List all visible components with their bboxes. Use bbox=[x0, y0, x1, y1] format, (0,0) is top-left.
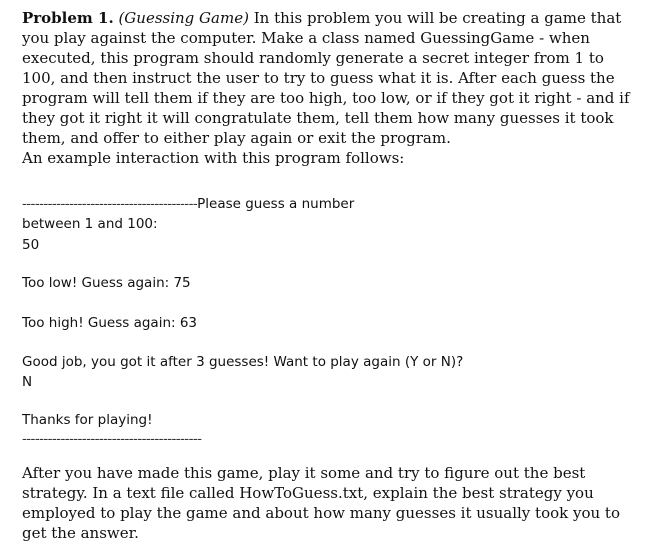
problem-heading: Problem 1. bbox=[22, 9, 114, 27]
problem-intro-text: In this problem you will be creating a game that you play against the computer. Make a class named GuessingGame - when executed, this program should randomly generate a secret integer from 1 to 100, and then instruct the user to try to guess what it is. After each guess the program will tell them if they are too high, too low, or if they got it right - and if they got it right it will congratulate them, tell them how many guesses it took them, and offer to either play again or exit the program. bbox=[22, 9, 630, 147]
example-intro: An example interaction with this program follows: bbox=[22, 149, 405, 167]
response-too-high: Too high! Guess again: 63 bbox=[22, 315, 198, 331]
congratulations-message: Good job, you got it after 3 guesses! Want to play again (Y or N)? bbox=[22, 354, 464, 370]
bottom-dash-divider: ------------------------------------------ bbox=[22, 431, 202, 447]
thanks-message: Thanks for playing! bbox=[22, 412, 153, 428]
prompt-end: between 1 and 100: bbox=[22, 216, 158, 232]
problem-title: (Guessing Game) bbox=[118, 9, 249, 27]
first-guess: 50 bbox=[22, 237, 40, 253]
example-prompt-line bbox=[22, 195, 354, 213]
user-answer: N bbox=[22, 374, 33, 390]
problem-description bbox=[22, 8, 637, 168]
top-dash-divider: ----------------------------------------- bbox=[22, 196, 198, 212]
outro-text: After you have made this game, play it some and try to figure out the best strategy. In a text file called HowToGuess.txt, explain the best strategy you employed to play the game and about how many guesses it usually took you to get the answer. bbox=[22, 464, 620, 542]
prompt-start: Please guess a number bbox=[197, 196, 355, 212]
response-too-low: Too low! Guess again: 75 bbox=[22, 275, 191, 291]
